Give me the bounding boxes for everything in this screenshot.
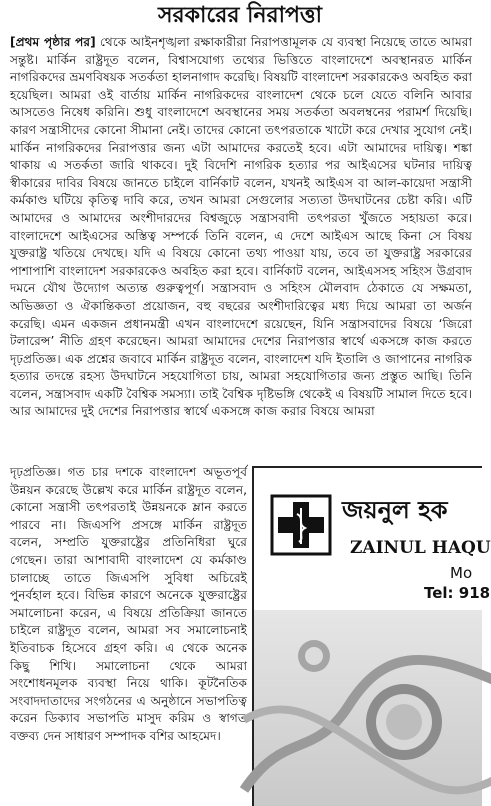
- medical-cross-icon: [270, 494, 332, 556]
- article-body-full-width: [10, 34, 472, 421]
- continued-from-label: [প্রথম পৃষ্ঠার পর]: [10, 35, 96, 49]
- full-width-paragraph: থেকে আইনশৃঙ্খলা রক্ষাকারীরা নিরাপত্তামূলক যে ব্যবস্থা নিয়েছে তাতে আমরা সন্তুষ্ট। মার্কিন রাষ্ট্রদূত বলেন, বিশ্বাসযোগ্য তথ্যের ভিত্তিতে বাংলাদেশে অবস্থানরত মার্কিন নাগরিকদের ভ্রমণবিষয়ক সতর্কতা হালনাগাদ করেছি। বিষয়টি বাংলাদেশ সরকারকেও অবহিত করা হয়েছিল। আমরা ওই বার্তায় মার্কিন নাগরিকদের বাংলাদেশ থেকে চলে যেতে বলিনি আবার আসতেও নিষেধ করিনি। শুধু বাংলাদেশে অবস্থানের সময় সতর্কতা অবলম্বনের পরামর্শ দিয়েছি। কারণ সন্ত্রাসীদের কোনো সীমানা নেই। তাদের কোনো তৎপরতাকে খাটো করে দেখার সুযোগ নেই। মার্কিন নাগরিকদের নিরাপত্তার জন্য এটা আমাদের করতেই হবে। এটা আমাদের দায়িত্ব। শঙ্কা থাকায় এ সতর্কতা জারি থাকবে। দুই বিদেশি নাগরিক হত্যার পর আইএসের ঘটনার দায়িত্ব স্বীকারের দাবির বিষয়ে জানতে চাইলে বার্নিকাট বলেন, যখনই আইএস বা আল-কায়েদা সন্ত্রাসী কর্মকাণ্ড ঘটিয়ে কৃতিত্ব দাবি করে, তখন আমরা সেগুলোর সত্যতা উদঘাটনের চেষ্টা করি। এটি আমাদের ও আমাদের অংশীদারদের বিশ্বজুড়ে সন্ত্রাসবাদী তৎপরতা খুঁজতে সহায়তা করে। বাংলাদেশে আইএসের অস্তিত্ব সম্পর্কে তিনি বলেন, এ দেশে আইএস আছে কিনা সে বিষয় যুক্তরাষ্ট্র খতিয়ে দেখছে। যদি এ বিষয়ে কোনো তথ্য পাওয়া যায়, তবে তা যুক্তরাষ্ট্র সরকারের পাশাপাশি বাংলাদেশ সরকারকেও অবহিত করা হবে। বার্নিকাট বলেন, আইএসসহ সহিংস উগ্রবাদ দমনে যৌথ উদ্যোগ অত্যন্ত গুরুত্বপূর্ণ। সন্ত্রাসবাদ ও সহিংস মৌলবাদ ঠেকাতে যে সক্ষমতা, অভিজ্ঞতা ও ঐকান্তিকতা প্রয়োজন, বহু বছরের অংশীদারিত্বের মধ্য দিয়ে আমরা তা অর্জন করেছি। এমন একজন প্রধানমন্ত্রী এখন বাংলাদেশে রয়েছেন, যিনি সন্ত্রাসবাদের বিষয়ে ‘জিরো টলারেন্স’ নীতি গ্রহণ করেছেন। আমরা আমাদের দেশের নিরাপত্তার স্বার্থে একসঙ্গে কাজ করতে দৃঢ়প্রতিজ্ঞ। এক প্রশ্নের জবাবে মার্কিন রাষ্ট্রদূত বলেন, বাংলাদেশ যদি ইতালি ও জাপানের নাগরিক হত্যার তদন্তে রহস্য উদঘাটনে সহযোগিতা চায়, আমরা সহযোগিতার জন্য প্রস্তুত আছি। তিনি বলেন, সন্ত্রাসবাদ একটি বৈশ্বিক সমস্যা। তাই বৈশ্বিক দৃষ্টিভঙ্গি থেকেই এ বিষয়টি সামাল দিতে হবে। আর আমাদের দুই দেশের নিরাপত্তার স্বার্থে একসঙ্গে কাজ করার বিষয়ে আমরা: [10, 35, 473, 419]
- article-body-column: দৃঢ়প্রতিজ্ঞ। গত চার দশকে বাংলাদেশ অভূতপূর্ব উন্নয়ন করেছে উল্লেখ করে মার্কিন রাষ্ট্রদূত বলেন, কোনো সন্ত্রাসী তৎপরতাই উন্নয়নকে ম্লান করতে পারবে না। জিএসপি প্রসঙ্গে মার্কিন রাষ্ট্রদূত বলেন, সম্প্রতি যুক্তরাষ্ট্রের প্রতিনিধিরা ঘুরে গেছেন। তারা আশাবাদী বাংলাদেশ যে কর্মকাণ্ড চালাচ্ছে তাতে জিএসপি সুবিধা অচিরেই পুনর্বহাল হবে। বিভিন্ন কারণে অনেকে যুক্তরাষ্ট্রের সমালোচনা করেন, এ বিষয়ে প্রতিক্রিয়া জানতে চাইলে রাষ্ট্রদূত বলেন, আমরা সব সমালোচনাই ইতিবাচক হিসেবে গ্রহণ করি। এ থেকে অনেক কিছু শিখি। সমালোচনা থেকে আমরা সংশোধনমূলক ব্যবস্থা নিয়ে থাকি। কূটনৈতিক সংবাদদাতাদের সংগঠনের এ অনুষ্ঠানে সভাপতিত্ব করেন ডিক্যাব সভাপতি মাসুদ করিম ও স্বাগত বক্তব্য দেন সাধারণ সম্পাদক বশির আহমেদ।: [10, 465, 247, 743]
- ad-telephone: Tel: 918: [424, 584, 491, 602]
- ad-name-bengali: জয়নুল হক: [342, 496, 448, 524]
- ad-sub-text: Mo: [450, 564, 473, 582]
- stethoscope-photo: [254, 610, 482, 806]
- headline: সরকারের নিরাপত্তা: [157, 3, 323, 28]
- ad-name-english: ZAINUL HAQU: [350, 538, 491, 558]
- advertisement: [252, 466, 491, 806]
